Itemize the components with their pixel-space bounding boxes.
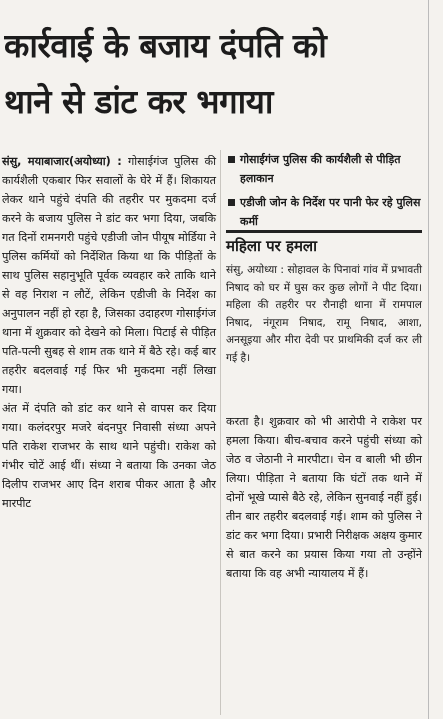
- square-bullet-icon: [228, 156, 235, 163]
- top-clipped-text-strip: [0, 0, 425, 14]
- body-paragraph-1: गोसाईगंज पुलिस की कार्यशैली एकबार फिर सवालों के घेरे में हैं। शिकायत लेकर थाने पहुंचे दंपति की तहरीर पर मुकदमा दर्ज करने के बजाय पुलिस ने डांट कर भगा दिया, जबकि गत दिनों रामनगरी पहुंचे एडीजी जोन पीयूष मोर्डिया ने पुलिस कर्मियों को निर्देशित किया था कि पीड़ितों के साथ पुलिस सहानुभूति पूर्वक व्यवहार करे ताकि थाने से वह निराश न लौटें, लेकिन एडीजी के निर्देश का अनुपालन नहीं हो रहा है, जिसका उदाहरण गोसाईगंज थाना में शुक्रवार को देखने को मिला। पिटाई से पीड़ित पति-पत्नी सुबह से शाम तक थाने में बैठे रहे। कई बार तहरीर बदलवाई गई फिर भी मुकदमा नहीं लिखा गया।: [2, 155, 216, 396]
- square-bullet-icon: [228, 199, 235, 206]
- highlight-item: [226, 193, 424, 231]
- sidebox-title: महिला पर हमला: [226, 230, 422, 257]
- headline: [4, 18, 422, 130]
- article-left-column: [2, 152, 216, 513]
- column-separator: [220, 150, 221, 715]
- highlights-box: [226, 150, 424, 236]
- adjacent-article-edge: [428, 0, 443, 719]
- highlight-text: गोसाईगंज पुलिस की कार्यशैली से पीड़ित हलाकान: [240, 153, 401, 185]
- sidebox-body: संसु, अयोध्या : सोहावल के पिनावां गांव में प्रभावती निषाद को घर में घुस कर कुछ लोगों ने पीट दिया। महिला की तहरीर पर रौनाही थाना में रामपाल निषाद, नंगूराम निषाद, रामू निषाद, आशा, अनसूइया और मीरा देवी पर प्राथमिकी दर्ज कर ली गई है।: [226, 264, 422, 364]
- article-right-column: करता है। शुक्रवार को भी आरोपी ने राकेश पर हमला किया। बीच-बचाव करने पहुंची संध्या को जेठ व जेठानी ने मारपीटा। चेन व बाली भी छीन लिया। पीड़िता ने बताया कि घंटों तक थाने में दोनों भूखे प्यासे बैठे रहे, लेकिन सुनवाई नहीं हुई। तीन बार तहरीर बदलवाई गई। शाम को पुलिस ने डांट कर भगा दिया। प्रभारी निरीक्षक अक्षय कुमार से बात करने का प्रयास किया गया तो उन्होंने बताया कि वह अभी न्यायालय में हैं।: [226, 415, 422, 580]
- highlight-item: [226, 150, 424, 188]
- headline-line-1: कार्रवाई के बजाय दंपति को: [4, 26, 327, 65]
- highlight-text: एडीजी जोन के निर्देश पर पानी फेर रहे पुलिस कर्मी: [240, 196, 421, 228]
- body-paragraph-2: अंत में दंपति को डांट कर थाने से वापस कर दिया गया। कलंदरपुर मजरे बंदनपुर निवासी संध्या अपने पति राकेश राजभर के साथ थाने पहुंची। राकेश को गंभीर चोटें आई थीं। संध्या ने बताया कि उनका जेठ दिलीप राजभर आए दिन शराब पीकर आता है और मारपीट: [2, 402, 216, 510]
- dateline: संसु, मयाबाजार(अयोध्या) :: [2, 155, 122, 168]
- headline-line-2: थाने से डांट कर भगाया: [4, 82, 273, 121]
